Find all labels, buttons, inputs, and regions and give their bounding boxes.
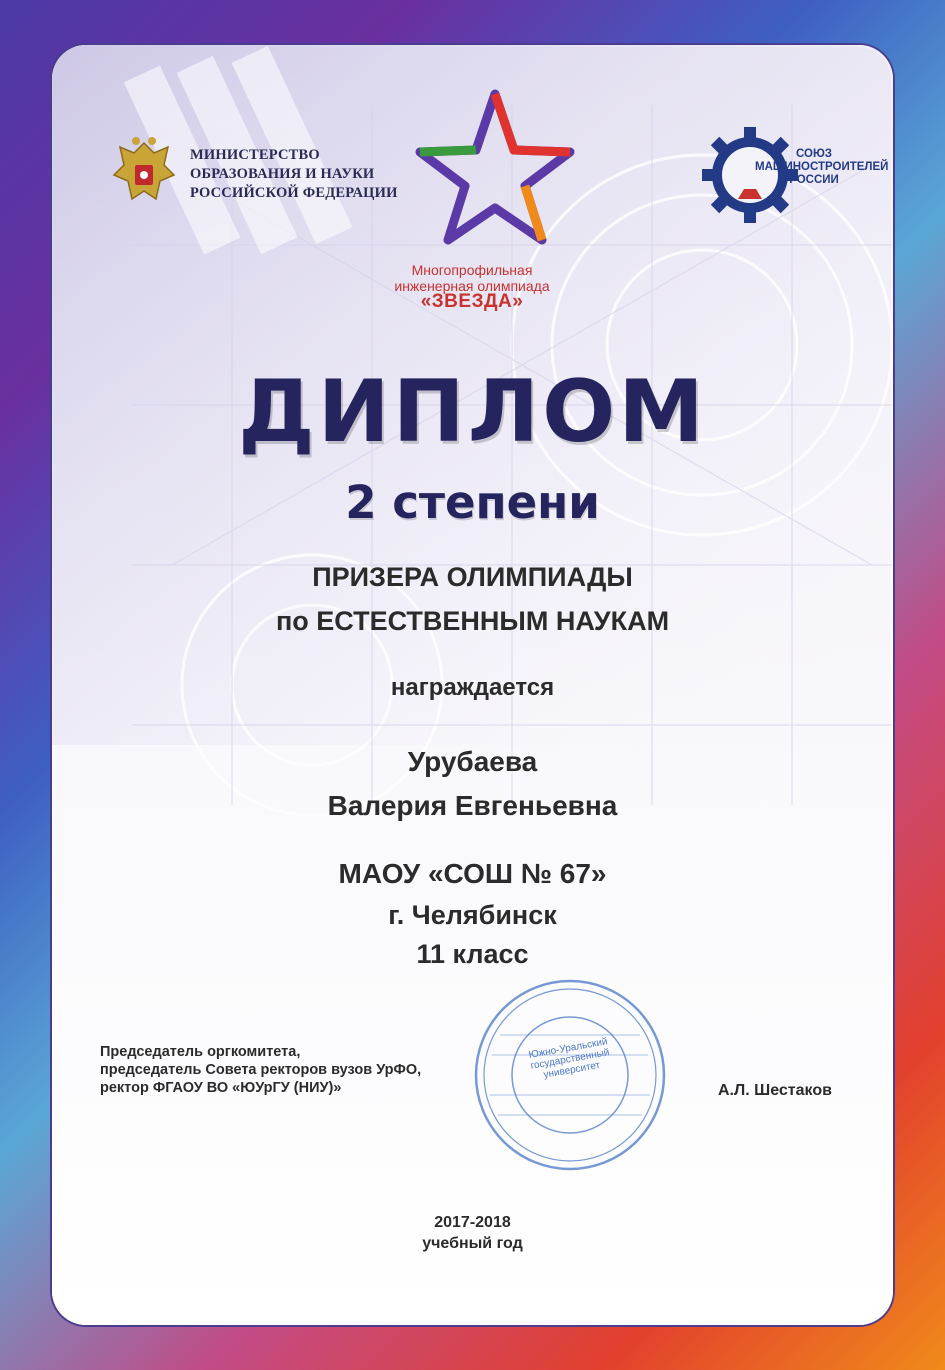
signatory-title — [100, 1043, 421, 1097]
olympiad-line2: инженерная олимпиада — [394, 278, 550, 294]
union-line: СОЮЗ — [795, 148, 833, 160]
union-line: МАШИНОСТРОИТЕЛЕЙ — [755, 161, 889, 173]
ministry-line: МИНИСТЕРСТВО — [190, 147, 320, 163]
signatory-name: А.Л. Шестаков — [718, 1082, 832, 1099]
awarded-label: награждается — [390, 674, 555, 701]
ministry-name — [190, 146, 398, 203]
star-logo-icon — [410, 88, 580, 248]
olympiad-brand: «ЗВЕЗДА» — [420, 291, 524, 312]
signatory-line: ректор ФГАОУ ВО «ЮУрГУ (НИУ)» — [100, 1080, 342, 1096]
union-name — [755, 148, 889, 187]
russian-coat-of-arms-icon — [108, 135, 180, 215]
olympiad-line1: Многопрофильная — [411, 262, 533, 278]
diploma-degree: 2 степени — [345, 476, 600, 529]
signatory-line: Председатель оргкомитета, — [100, 1044, 301, 1060]
olympiad-caption — [372, 262, 572, 310]
union-line: РОССИИ — [789, 174, 839, 186]
ministry-line: ОБРАЗОВАНИЯ И НАУКИ — [190, 166, 375, 182]
signatory-line: председатель Совета ректоров вузов УрФО, — [100, 1062, 422, 1078]
diploma-line1: ПРИЗЕРА ОЛИМПИАДЫ — [312, 562, 633, 592]
academic-year — [0, 1212, 945, 1254]
recipient-city: г. Челябинск — [388, 900, 557, 930]
recipient-grade: 11 класс — [416, 939, 529, 969]
year-range: 2017-2018 — [434, 1214, 511, 1231]
recipient-name: Валерия Евгеньевна — [327, 790, 618, 821]
recipient-surname: Урубаева — [407, 746, 538, 777]
year-label: учебный год — [422, 1235, 523, 1252]
stamp-center-text: Южно-Уральский государственный университет — [527, 1036, 611, 1081]
diploma-title: ДИПЛОМ — [238, 362, 707, 462]
recipient-school: МАОУ «СОШ № 67» — [338, 858, 607, 889]
ministry-line: РОССИЙСКОЙ ФЕДЕРАЦИИ — [190, 185, 398, 201]
diploma-line2: по ЕСТЕСТВЕННЫМ НАУКАМ — [275, 606, 670, 636]
